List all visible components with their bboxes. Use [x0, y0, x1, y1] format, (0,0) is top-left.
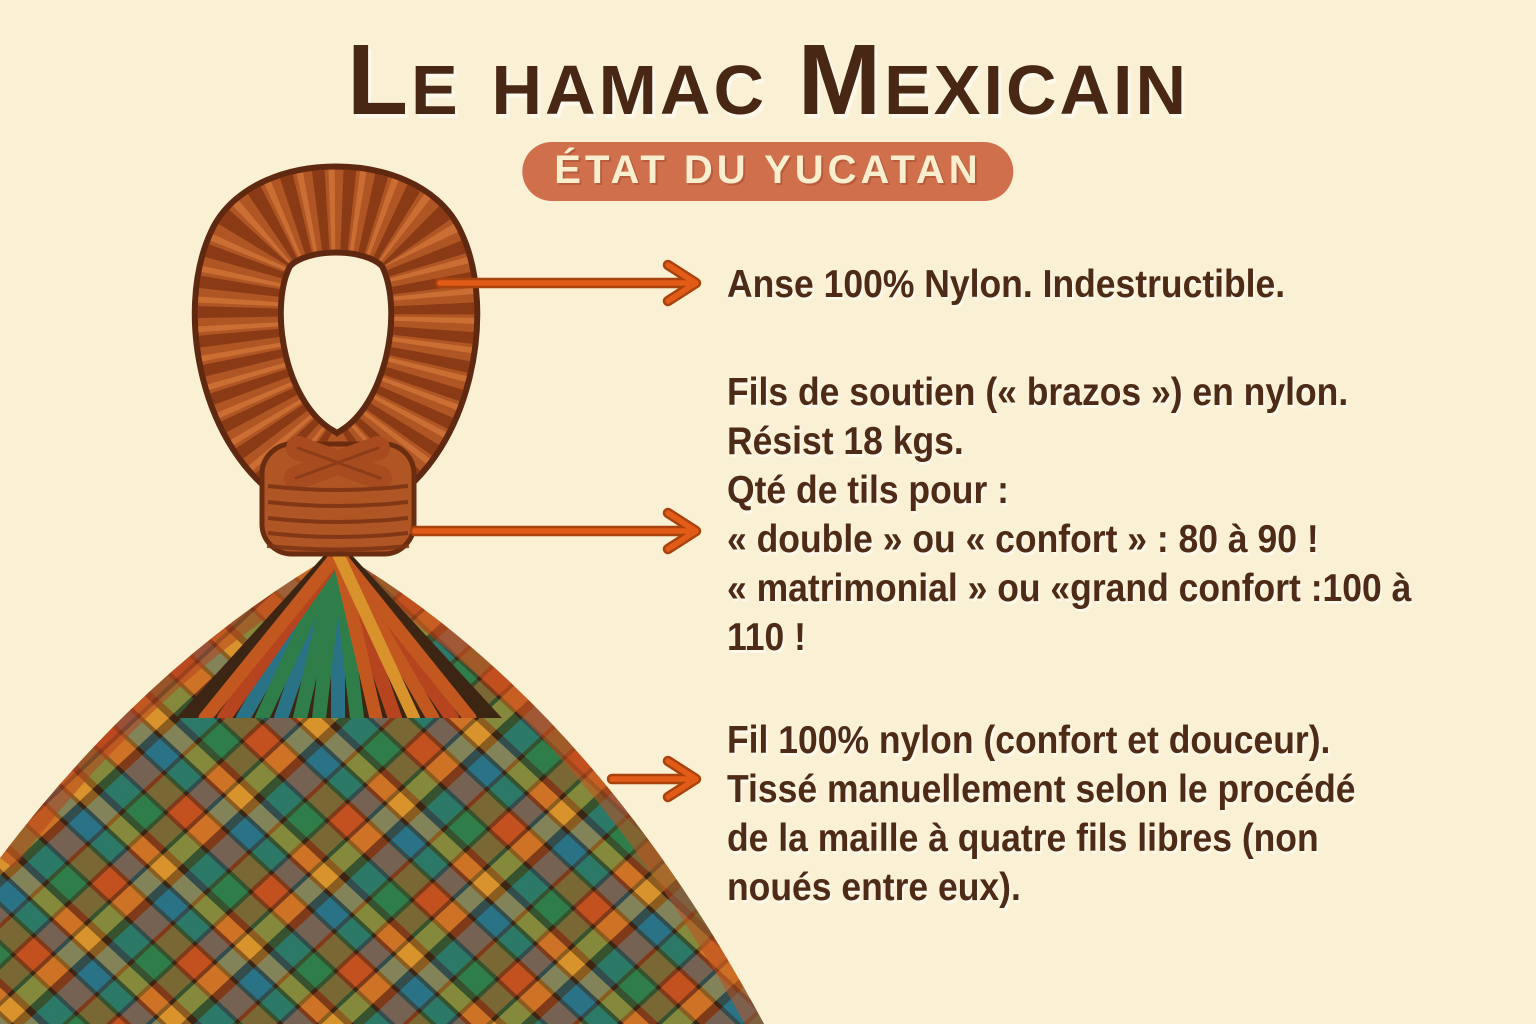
annotation-line: noués entre eux). — [727, 866, 1021, 909]
annotation-anse — [727, 260, 1285, 309]
page-title: Le hamac Mexicain — [346, 24, 1190, 136]
annotation-line: 110 ! — [727, 616, 806, 659]
annotation-line: « double » ou « confort » : 80 à 90 ! — [727, 518, 1319, 561]
region-badge: ÉTAT DU YUCATAN — [522, 142, 1013, 201]
annotation-line: Qté de tils pour : — [727, 469, 1009, 512]
annotation-line: Tissé manuellement selon le procédé — [727, 768, 1356, 811]
annotation-line: « matrimonial » ou «grand confort :100 à — [727, 567, 1412, 610]
annotation-fil-nylon — [727, 716, 1356, 912]
braided-loop — [238, 210, 434, 469]
annotation-fils-de-soutien — [727, 368, 1411, 662]
wrapped-knot — [262, 444, 414, 554]
annotation-line: Résist 18 kgs. — [727, 420, 964, 463]
annotation-line: Anse 100% Nylon. Indestructible. — [727, 263, 1286, 306]
fil-nylon-arrow — [612, 761, 696, 797]
fils-soutien-arrow — [415, 513, 696, 549]
annotation-line: de la maille à quatre fils libres (non — [727, 817, 1319, 860]
annotation-line: Fil 100% nylon (confort et douceur). — [727, 719, 1331, 762]
annotation-line: Fils de soutien (« brazos ») en nylon. — [727, 371, 1349, 414]
